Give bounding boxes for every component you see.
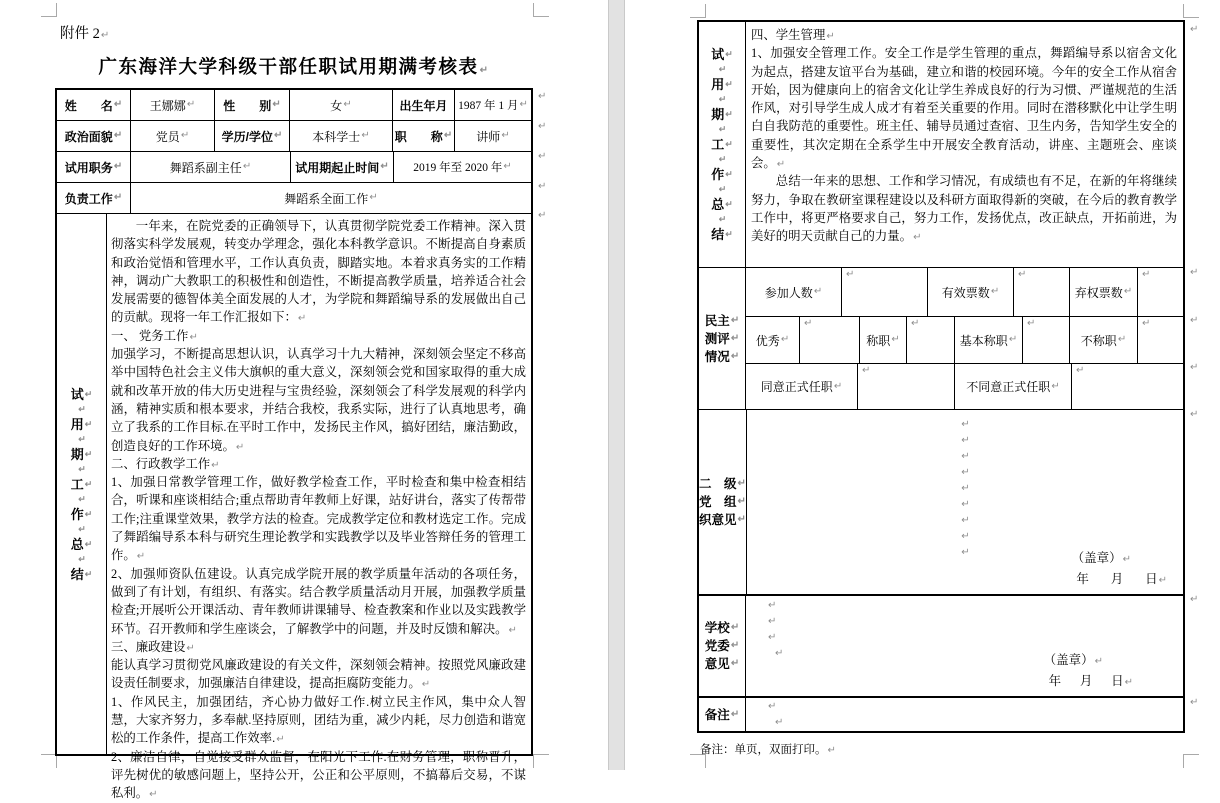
pilcrow-mark: ↵ [479, 65, 490, 76]
competent-label: 称职 ↵ [860, 317, 907, 363]
duty-value[interactable]: 舞蹈系全面工作 ↵ [284, 191, 378, 206]
incompetent-label: 不称职 ↵ [1070, 317, 1138, 363]
attachment-label: 附件 2↵ [60, 26, 110, 42]
pilcrow-mark: ↵ [1190, 362, 1199, 373]
page-gap [608, 0, 625, 770]
pilcrow-mark: ↵ [1190, 24, 1199, 35]
summary-label: 试 ↵ ↵ 用 ↵ ↵ 期 ↵ ↵ 工 ↵ ↵ 作 ↵ ↵ 总 ↵ ↵ 结 ↵ [57, 214, 107, 754]
period-value[interactable]: 2019 年至 2020 年 ↵ [413, 161, 512, 174]
probation-post-value[interactable]: 舞蹈系副主任 ↵ [131, 152, 291, 182]
valid-votes-value[interactable]: ↵ [1014, 268, 1070, 316]
summary-text[interactable]: 一年来，在院党委的正确领导下，认真贯彻学院党委工作精神。深入贯彻落实科学发展观，转变办学理念，强化本科教学意识。不断提高自身素质和政治觉悟和管理水平，工作认真负责，脚踏实地。本着求真务实的工作精神，调动广大教职工的积极性和创造性，不断提高教学质量，培养适合社会发展需要的德智体美全面发展的人才，为学院和舞蹈编导系的发展做出自己的贡献。现将一年工作汇报如下：↵ 一、 党务工作↵ 加强学习，不断提高思想认识，认真学习十九大精神，深刻领会坚定不移高举中国特色社会主义伟大旗帜的重大意义，深刻领会党和国家取得的重大成就和改革开放的伟大历史进程与宝贵经验，深刻领会了科学发展观的科学内涵，精神实质和根本要求，并结合我校，我系实际，进行了认真地思考，确立了我系的工作目标.在平时工作中，发扬民主作风，搞好团结，廉洁勤政，创造良好的工作环境。↵ 二、行政教学工作↵ 1、加强日常教学管理工作，做好教学检查工作，平时检查和集中检查相结合，听课和座谈相结合;重点帮助青年教师上好课，站好讲台，落实了传帮带工作;注重课堂效果，教学方法的检查。完成教学定位和教材选定工作。完成了舞蹈编导系本科与研究生理论教学和实践教学以及毕业答辩任务的管理工作。↵ 2、加强师资队伍建设。认真完成学院开展的教学质量年活动的各项任务，做到了有计划，有组织、有落实。结合教学质量活动月开展，加强教学质量检查;开展听公开课活动、青年教师讲课辅导、检查教案和作业以及实践教学环节。召开教师和学生座谈会，了解教学中的问题，并及时反馈和解决。↵ 三、廉政建设↵ 能认真学习贯彻党风廉政建设的有关文件，深刻领会精神。按照党风廉政建设责任制要求，加强廉洁自律建设，提高拒腐防变能力。↵ 1、作风民主，加强团结，齐心协力做好工作.树立民主作风，集中众人智慧，大家齐努力，多奉献.坚持原则，团结为重，减少内耗，尽力创造和谐宽松的工作条件，提高工作效率.↵ 2、廉洁自律，自觉接受群众监督，在阳光下工作.在财务管理，职称晋升，评先树优的敏感问题上，坚持公开，公正和公平原则，不搞幕后交易，不谋私利。↵ [111, 219, 526, 801]
attend-count-value[interactable]: ↵ [842, 268, 928, 316]
pilcrow-mark: ↵ [538, 210, 547, 221]
org-date-line: 年 月 日↵ [1076, 572, 1167, 586]
valid-votes-label: 有效票数 ↵ [928, 268, 1014, 316]
school-date-line: 年 月 日↵ [1048, 674, 1133, 688]
table-row [57, 121, 531, 152]
agree-label: 同意正式任职 ↵ [746, 364, 858, 409]
table-row [57, 90, 531, 121]
pilcrow-mark: ↵ [1190, 267, 1199, 278]
school-seal-label: （盖章）↵ [1043, 653, 1103, 667]
rating-row [746, 317, 1183, 364]
crop-mark [1183, 754, 1199, 768]
prof-title-label: 职 称 ↵ [393, 121, 455, 151]
crop-mark [41, 3, 57, 17]
evaluation-label: 民主 ↵ 测评 ↵ 情况 ↵ [699, 268, 746, 409]
school-opinion-area[interactable] [746, 596, 1183, 696]
birth-value[interactable]: 1987 年 1 月 ↵ [458, 99, 528, 112]
table-row [57, 183, 531, 214]
evaluation-grid [746, 268, 1183, 409]
evaluation-section [699, 268, 1183, 410]
crop-mark [533, 3, 549, 17]
gender-label: 性 别 ↵ [215, 90, 290, 120]
period-label: 试用期起止时间 ↵ [291, 152, 394, 182]
basic-competent-label: 基本称职 ↵ [955, 317, 1023, 363]
incompetent-value[interactable]: ↵ [1142, 318, 1151, 329]
gender-value[interactable]: 女 ↵ [290, 90, 393, 120]
excellent-label: 优秀 ↵ [746, 317, 800, 363]
name-value[interactable]: 王娜娜 ↵ [131, 90, 215, 120]
summary-label: 试 ↵ ↵ 用 ↵ ↵ 期 ↵ ↵ 工 ↵ ↵ 作 ↵ ↵ 总 ↵ ↵ 结 ↵ [699, 22, 746, 267]
page-title: 广东海洋大学科级干部任职试用期满考核表↵ [98, 56, 490, 77]
crop-mark [533, 754, 549, 768]
crop-mark [41, 754, 57, 768]
pilcrow-mark: ↵ [100, 30, 110, 41]
prof-title-value[interactable]: 讲师 ↵ [476, 129, 510, 144]
crop-mark [690, 4, 706, 18]
pilcrow-mark: ↵ [538, 151, 547, 162]
pilcrow-mark: ↵ [538, 121, 547, 132]
probation-post-label: 试用职务 ↵ [57, 152, 131, 182]
basic-competent-value[interactable]: ↵ [1023, 317, 1070, 363]
org-opinion-label: 二 级 ↵ 党 组 ↵ 织意见 ↵ [699, 410, 747, 594]
birth-label: 出生年月 [393, 90, 455, 120]
org-opinion-section [699, 410, 1183, 596]
org-opinion-area[interactable] [747, 410, 1183, 594]
summary-row [57, 214, 531, 801]
political-label: 政治面貌 ↵ [57, 121, 131, 151]
info-table [55, 88, 533, 801]
competent-value[interactable]: ↵ [907, 317, 955, 363]
disagree-label: 不同意正式任职 ↵ [955, 364, 1072, 409]
duty-label: 负责工作 ↵ [57, 183, 131, 213]
pilcrow-mark: ↵ [1190, 594, 1199, 605]
school-opinion-section [699, 596, 1183, 698]
name-label: 姓 名 ↵ [57, 90, 131, 120]
pilcrow-mark: ↵ [538, 91, 547, 102]
print-note: 备注：单页，双面打印。↵ [700, 744, 836, 756]
education-label: 学历/学位 ↵ [215, 121, 290, 151]
abstain-votes-label: 弃权票数 ↵ [1070, 268, 1138, 316]
school-opinion-label: 学校 ↵ 党委 ↵ 意见 ↵ [699, 596, 746, 696]
agree-value[interactable]: ↵ [858, 364, 955, 409]
pilcrow-mark: ↵ [1190, 315, 1199, 326]
summary-text[interactable]: 四、学生管理↵ 1、加强安全管理工作。安全工作是学生管理的重点，舞蹈编导系以宿舍文化为起点，搭建友谊平台为基础，建立和谐的校园环境。今年的安全工作从宿舍开始，因为健康向上的宿舍文化让学生养成良好的行为习惯、严谨规范的生活作风，对引导学生成人成才有着至关重要的作用。同时在潜移默化中让学生明白自我防范的重要性。班主任、辅导员通过查宿、卫生内务，告知学生安全的重要性，其次定期在全系学生中开展安全教育活动，讲座、主题班会、座谈会。↵ 总结一年来的思想、工作和学习情况，有成绩也有不足，在新的年将继续努力，争取在教研室课程建设以及科研方面取得新的突破，在今后的教育教学工作中，将更严格要求自己，努力工作，发扬优点，改正缺点，开拓前进，为美好的明天贡献自己的力量。↵ [751, 28, 1177, 244]
remark-area[interactable] [746, 698, 1183, 731]
disagree-value[interactable]: ↵ [1076, 365, 1085, 376]
org-seal-label: （盖章）↵ [1071, 551, 1131, 565]
assessment-table [697, 20, 1185, 733]
table-row [57, 152, 531, 183]
excellent-value[interactable]: ↵ [800, 317, 860, 363]
empty-lines: ↵ ↵ ↵ ↵ ↵ ↵ ↵ ↵ ↵ [961, 419, 970, 558]
attend-count-label: 参加人数 ↵ [746, 268, 842, 316]
pilcrow-mark: ↵ [1190, 697, 1199, 708]
summary-section [699, 22, 1183, 268]
empty-lines: ↵ ↵ ↵ ↵ [768, 600, 784, 659]
appointment-row [746, 364, 1183, 409]
pilcrow-mark: ↵ [538, 181, 547, 192]
crop-mark [1183, 4, 1199, 18]
political-value[interactable]: 党员 ↵ [131, 121, 215, 151]
remark-section [699, 698, 1183, 731]
pilcrow-mark: ↵ [1190, 409, 1199, 420]
remark-label: 备注 ↵ [699, 698, 746, 731]
abstain-votes-value[interactable]: ↵ [1142, 269, 1151, 280]
votes-row [746, 268, 1183, 317]
education-value[interactable]: 本科学士 ↵ [290, 121, 393, 151]
empty-lines: ↵ ↵ [768, 701, 784, 728]
